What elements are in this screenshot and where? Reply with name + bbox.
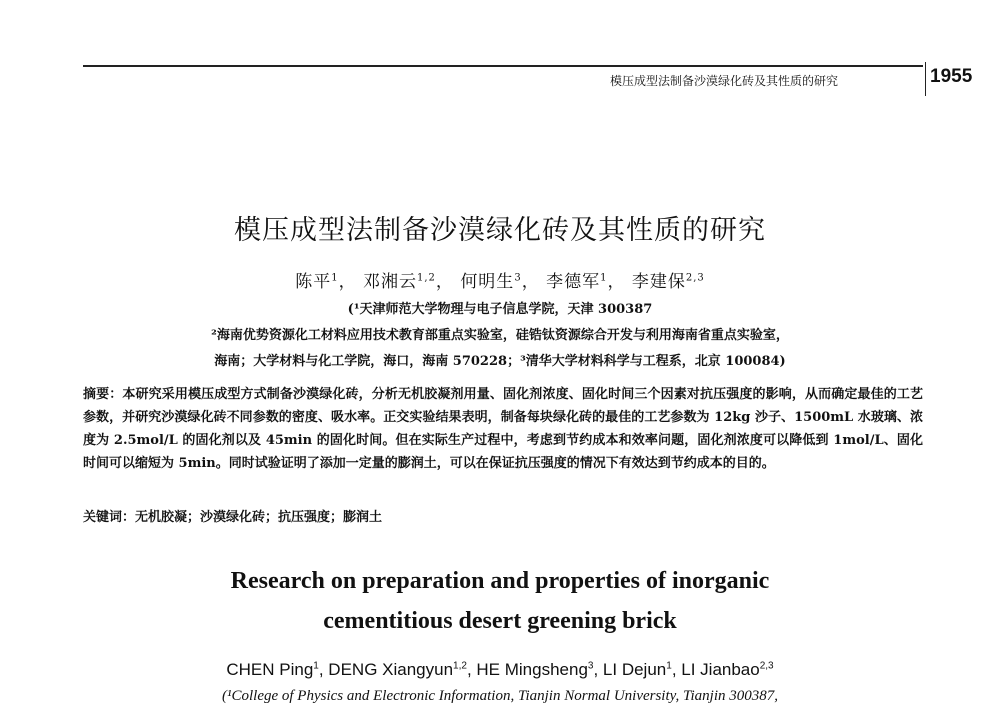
author-cn: 李德军 (546, 272, 601, 292)
author-cn-sup: 1 (600, 272, 608, 284)
author-cn-sup: 3 (514, 272, 522, 284)
english-affiliation: (¹College of Physics and Electronic Information, Tianjin Normal University, Tianjin 300387, (221, 688, 778, 704)
english-title-line1: Research on preparation and properties of inorganic (230, 568, 770, 594)
author-en-sup: 3 (587, 660, 594, 672)
author-en: HE Mingsheng (476, 660, 588, 679)
author-en-sup: 1 (666, 660, 672, 672)
author-cn-sup: 1 (331, 272, 339, 284)
abstract-text: 本研究采用模压成型方式制备沙漠绿化砖，分析无机胶凝剂用量、固化剂浓度、固化时间三个因素对抗压强度的影响，从而确定最佳的工艺参数，并研究沙漠绿化砖不同参数的密度、吸水率。正交实验结果表明，制备每块绿化砖的最佳的工艺参数为 12kg 沙子、1500mL 水玻璃、浓度为 2.5mol/L 的固化剂以及 45min 的固化时间。但在实际生产过程中，考虑到节约成本和效率问题，固化剂浓度可以降低到 1mol/L、固化时间可以缩短为 5min。同时试验证明了添加一定量的膨润土，可以在保证抗压强度的情况下有效达到节约成本的目的。 (83, 387, 923, 471)
abstract-cn (83, 383, 923, 475)
affiliation-cn-line: (¹天津师范大学物理与电子信息学院，天津 300387 (347, 302, 653, 317)
author-en: LI Jianbao (681, 660, 760, 679)
affiliation-cn-line: 海南；大学材料与化工学院，海口，海南 570228；³清华大学材料科学与工程系，北京 100084) (214, 354, 786, 369)
author-cn: 陈平 (295, 272, 332, 292)
chinese-title: 模压成型法制备沙漠绿化砖及其性质的研究 (234, 215, 766, 246)
author-cn: 李建保 (631, 272, 686, 292)
affiliation-cn-line: ²海南优势资源化工材料应用技术教育部重点实验室，硅锆钛资源综合开发与利用海南省重点实验室， (211, 328, 789, 343)
author-cn-sup: 1,2 (417, 272, 436, 284)
english-title-line2: cementitious desert greening brick (323, 608, 677, 634)
author-cn: 邓湘云 (363, 272, 417, 292)
author-en-sup: 1,2 (453, 660, 467, 672)
keywords-cn (83, 506, 382, 525)
page-number: 1955 (930, 66, 973, 87)
author-en-sup: 2,3 (759, 660, 774, 672)
running-title: 模压成型法制备沙漠绿化砖及其性质的研究 (610, 74, 839, 88)
author-en: LI Dejun (602, 660, 667, 679)
keywords-label: 关键词： (83, 510, 136, 525)
author-en: DENG Xiangyun (328, 660, 454, 679)
author-cn-sup: 2,3 (685, 272, 705, 284)
keywords-text: 无机胶凝；沙漠绿化砖；抗压强度；膨润土 (135, 510, 383, 525)
chinese-authors: 陈平$^1$， 邓湘云$^{1,2}$， 何明生$^3$， 李德军$^1$， 李建保$^{2,3}$ (295, 272, 705, 292)
abstract-label: 摘要： (83, 387, 123, 402)
author-cn: 何明生 (460, 272, 515, 292)
author-en-sup: 1 (313, 660, 319, 672)
english-authors: CHEN Ping$^1$, DENG Xiangyun$^{1,2}$, HE Mingsheng$^3$, LI Dejun$^1$, LI Jianbao$^{2,3}$ (226, 660, 774, 679)
header-rule (83, 65, 923, 67)
author-en: CHEN Ping (226, 660, 314, 679)
header-divider (925, 62, 926, 96)
